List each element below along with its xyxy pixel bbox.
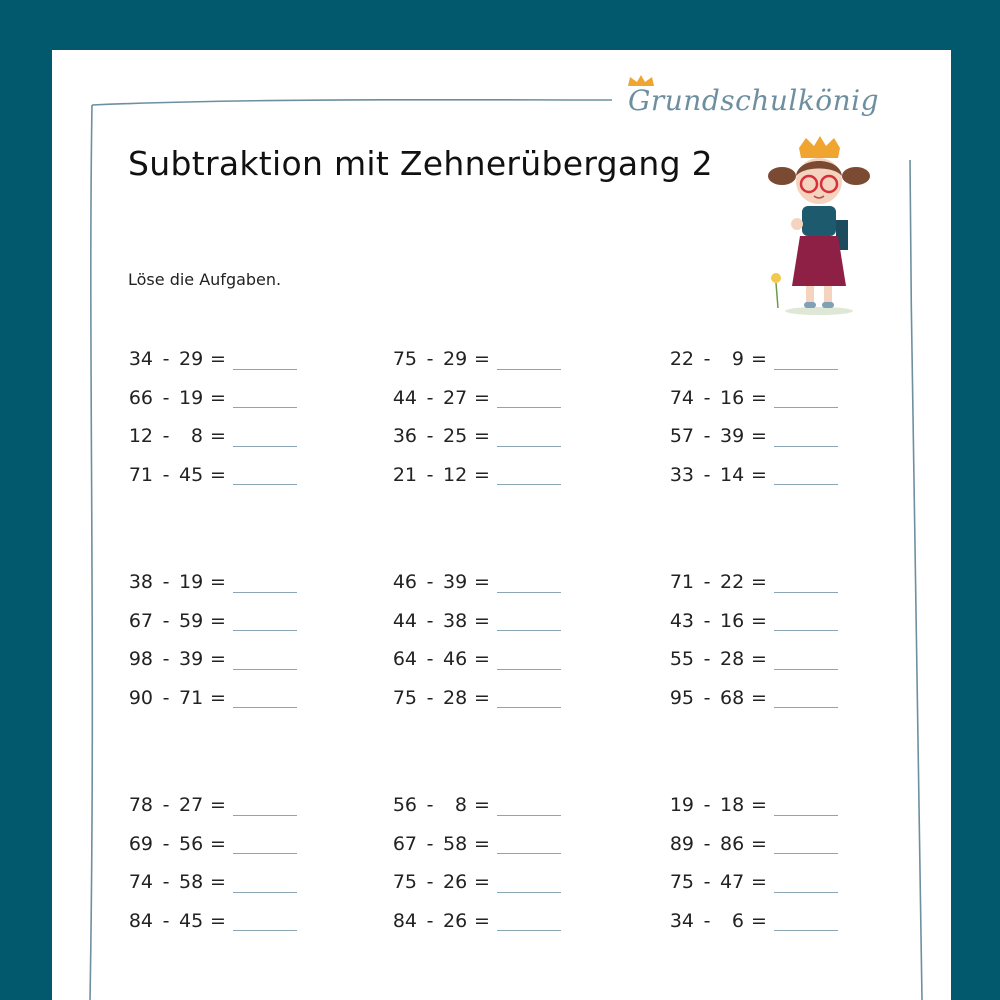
- equals-sign: =: [474, 425, 490, 447]
- minuend: 19: [669, 794, 694, 816]
- exercise-item: [669, 867, 838, 897]
- subtrahend: 46: [443, 648, 468, 670]
- minus-sign: -: [703, 648, 711, 670]
- minuend: 22: [669, 348, 694, 370]
- equals-sign: =: [751, 909, 767, 932]
- subtrahend: 58: [179, 871, 204, 893]
- minus-sign: -: [703, 832, 711, 855]
- minuend: 55: [669, 648, 694, 670]
- exercise-item: [128, 790, 297, 820]
- exercise-item: [128, 829, 297, 859]
- subtrahend: 25: [443, 425, 468, 447]
- exercise-item: [392, 460, 561, 490]
- exercise-item: [128, 460, 297, 490]
- minus-sign: -: [162, 686, 170, 709]
- minus-sign: -: [426, 909, 434, 932]
- subtrahend: 28: [720, 648, 745, 670]
- answer-line[interactable]: [774, 910, 838, 931]
- minuend: 44: [392, 386, 417, 409]
- minus-sign: -: [426, 648, 434, 670]
- exercise-item: [128, 606, 297, 636]
- minus-sign: -: [703, 386, 711, 409]
- minus-sign: -: [426, 463, 434, 486]
- subtrahend: 9: [731, 348, 744, 370]
- equals-sign: =: [751, 463, 767, 486]
- subtrahend: 18: [720, 794, 745, 816]
- equals-sign: =: [210, 686, 226, 709]
- minuend: 67: [128, 609, 153, 632]
- equals-sign: =: [751, 871, 767, 893]
- minus-sign: -: [703, 609, 711, 632]
- minus-sign: -: [426, 609, 434, 632]
- minus-sign: -: [703, 794, 711, 816]
- minus-sign: -: [703, 871, 711, 893]
- subtrahend: 26: [443, 909, 468, 932]
- exercise-item: [128, 567, 297, 597]
- minuend: 95: [669, 686, 694, 709]
- equals-sign: =: [210, 871, 226, 893]
- answer-line[interactable]: [497, 349, 561, 370]
- minuend: 64: [392, 648, 417, 670]
- minus-sign: -: [426, 386, 434, 409]
- exercise-item: [669, 606, 838, 636]
- instruction-text: Löse die Aufgaben.: [128, 270, 282, 289]
- page-title: Subtraktion mit Zehnerübergang 2: [128, 144, 713, 183]
- answer-line[interactable]: [233, 910, 297, 931]
- answer-line[interactable]: [774, 464, 838, 485]
- subtrahend: 8: [454, 794, 467, 816]
- answer-line[interactable]: [497, 464, 561, 485]
- answer-line[interactable]: [497, 687, 561, 708]
- minuend: 38: [128, 571, 153, 593]
- minus-sign: -: [162, 909, 170, 932]
- answer-line[interactable]: [233, 795, 297, 816]
- minuend: 84: [128, 909, 153, 932]
- equals-sign: =: [474, 794, 490, 816]
- minus-sign: -: [703, 571, 711, 593]
- minus-sign: -: [426, 348, 434, 370]
- minuend: 75: [669, 871, 694, 893]
- minuend: 74: [128, 871, 153, 893]
- subtrahend: 47: [720, 871, 745, 893]
- minuend: 36: [392, 425, 417, 447]
- exercise-item: [669, 460, 838, 490]
- minuend: 34: [669, 909, 694, 932]
- equals-sign: =: [751, 571, 767, 593]
- equals-sign: =: [210, 348, 226, 370]
- answer-line[interactable]: [774, 872, 838, 893]
- minuend: 57: [669, 425, 694, 447]
- exercise-item: [128, 344, 297, 374]
- equals-sign: =: [210, 794, 226, 816]
- equals-sign: =: [751, 686, 767, 709]
- equals-sign: =: [474, 609, 490, 632]
- equals-sign: =: [751, 609, 767, 632]
- equals-sign: =: [210, 386, 226, 409]
- answer-line[interactable]: [233, 349, 297, 370]
- minuend: 56: [392, 794, 417, 816]
- exercise-item: [392, 683, 561, 713]
- subtrahend: 39: [179, 648, 204, 670]
- minuend: 89: [669, 832, 694, 855]
- minus-sign: -: [426, 794, 434, 816]
- exercise-item: [392, 567, 561, 597]
- equals-sign: =: [474, 571, 490, 593]
- exercise-item: [669, 644, 838, 674]
- subtrahend: 86: [720, 832, 745, 855]
- equals-sign: =: [474, 686, 490, 709]
- subtrahend: 22: [720, 571, 745, 593]
- minus-sign: -: [703, 686, 711, 709]
- minuend: 12: [128, 425, 153, 447]
- equals-sign: =: [210, 909, 226, 932]
- minuend: 78: [128, 794, 153, 816]
- answer-line[interactable]: [774, 687, 838, 708]
- exercise-item: [392, 383, 561, 413]
- equals-sign: =: [210, 832, 226, 855]
- answer-line[interactable]: [233, 426, 297, 447]
- equals-sign: =: [474, 871, 490, 893]
- answer-line[interactable]: [774, 795, 838, 816]
- worksheet-page: [52, 50, 951, 1000]
- equals-sign: =: [210, 648, 226, 670]
- minuend: 34: [128, 348, 153, 370]
- minus-sign: -: [703, 348, 711, 370]
- subtrahend: 27: [443, 386, 468, 409]
- minus-sign: -: [703, 463, 711, 486]
- equals-sign: =: [474, 832, 490, 855]
- minus-sign: -: [703, 909, 711, 932]
- exercise-item: [392, 829, 561, 859]
- answer-line[interactable]: [497, 649, 561, 670]
- minuend: 75: [392, 348, 417, 370]
- exercise-item: [392, 344, 561, 374]
- answer-line[interactable]: [233, 833, 297, 854]
- answer-line[interactable]: [497, 910, 561, 931]
- answer-line[interactable]: [497, 833, 561, 854]
- exercise-item: [669, 906, 838, 936]
- subtrahend: 39: [443, 571, 468, 593]
- answer-line[interactable]: [497, 426, 561, 447]
- subtrahend: 16: [720, 386, 745, 409]
- subtrahend: 38: [443, 609, 468, 632]
- exercise-item: [669, 567, 838, 597]
- exercise-item: [669, 421, 838, 451]
- subtrahend: 59: [179, 609, 204, 632]
- subtrahend: 19: [179, 571, 204, 593]
- minuend: 75: [392, 871, 417, 893]
- minus-sign: -: [162, 794, 170, 816]
- exercise-item: [128, 383, 297, 413]
- answer-line[interactable]: [774, 610, 838, 631]
- subtrahend: 12: [443, 463, 468, 486]
- exercise-item: [128, 683, 297, 713]
- subtrahend: 6: [731, 909, 744, 932]
- exercise-item: [392, 644, 561, 674]
- equals-sign: =: [751, 348, 767, 370]
- exercise-item: [669, 683, 838, 713]
- exercise-item: [669, 829, 838, 859]
- minuend: 98: [128, 648, 153, 670]
- minus-sign: -: [426, 571, 434, 593]
- minuend: 71: [128, 463, 153, 486]
- subtrahend: 29: [179, 348, 204, 370]
- answer-line[interactable]: [774, 387, 838, 408]
- exercise-item: [128, 644, 297, 674]
- subtrahend: 71: [179, 686, 204, 709]
- minus-sign: -: [426, 871, 434, 893]
- minus-sign: -: [162, 832, 170, 855]
- equals-sign: =: [751, 648, 767, 670]
- minus-sign: -: [162, 425, 170, 447]
- exercise-item: [669, 344, 838, 374]
- answer-line[interactable]: [497, 872, 561, 893]
- answer-line[interactable]: [774, 572, 838, 593]
- answer-line[interactable]: [497, 572, 561, 593]
- equals-sign: =: [474, 463, 490, 486]
- answer-line[interactable]: [233, 464, 297, 485]
- answer-line[interactable]: [774, 426, 838, 447]
- minuend: 66: [128, 386, 153, 409]
- minus-sign: -: [426, 832, 434, 855]
- subtrahend: 45: [179, 463, 204, 486]
- equals-sign: =: [210, 571, 226, 593]
- subtrahend: 39: [720, 425, 745, 447]
- minuend: 84: [392, 909, 417, 932]
- subtrahend: 56: [179, 832, 204, 855]
- minus-sign: -: [162, 571, 170, 593]
- equals-sign: =: [210, 463, 226, 486]
- equals-sign: =: [474, 909, 490, 932]
- minuend: 46: [392, 571, 417, 593]
- exercise-item: [392, 606, 561, 636]
- minuend: 69: [128, 832, 153, 855]
- subtrahend: 45: [179, 909, 204, 932]
- exercise-item: [128, 867, 297, 897]
- minus-sign: -: [703, 425, 711, 447]
- minuend: 75: [392, 686, 417, 709]
- minus-sign: -: [162, 648, 170, 670]
- subtrahend: 28: [443, 686, 468, 709]
- exercise-item: [669, 790, 838, 820]
- equals-sign: =: [751, 425, 767, 447]
- minus-sign: -: [426, 686, 434, 709]
- answer-line[interactable]: [497, 610, 561, 631]
- minuend: 71: [669, 571, 694, 593]
- equals-sign: =: [751, 386, 767, 409]
- brand-logo-text: Grundschulkönig: [628, 84, 880, 117]
- minus-sign: -: [162, 609, 170, 632]
- answer-line[interactable]: [774, 833, 838, 854]
- answer-line[interactable]: [497, 795, 561, 816]
- equals-sign: =: [751, 794, 767, 816]
- subtrahend: 27: [179, 794, 204, 816]
- exercise-item: [392, 906, 561, 936]
- minus-sign: -: [426, 425, 434, 447]
- subtrahend: 14: [720, 463, 745, 486]
- equals-sign: =: [210, 609, 226, 632]
- minuend: 43: [669, 609, 694, 632]
- answer-line[interactable]: [774, 349, 838, 370]
- subtrahend: 8: [190, 425, 203, 447]
- subtrahend: 29: [443, 348, 468, 370]
- equals-sign: =: [474, 348, 490, 370]
- minuend: 90: [128, 686, 153, 709]
- exercise-item: [392, 421, 561, 451]
- exercise-item: [128, 906, 297, 936]
- girl-illustration: [764, 136, 874, 316]
- answer-line[interactable]: [233, 610, 297, 631]
- answer-line[interactable]: [233, 872, 297, 893]
- minuend: 74: [669, 386, 694, 409]
- exercise-item: [128, 421, 297, 451]
- answer-line[interactable]: [233, 387, 297, 408]
- minus-sign: -: [162, 386, 170, 409]
- subtrahend: 16: [720, 609, 745, 632]
- minuend: 21: [392, 463, 417, 486]
- exercise-item: [669, 383, 838, 413]
- answer-line[interactable]: [233, 572, 297, 593]
- minuend: 33: [669, 463, 694, 486]
- equals-sign: =: [751, 832, 767, 855]
- minus-sign: -: [162, 463, 170, 486]
- exercise-item: [392, 790, 561, 820]
- minuend: 44: [392, 609, 417, 632]
- equals-sign: =: [474, 648, 490, 670]
- subtrahend: 26: [443, 871, 468, 893]
- subtrahend: 19: [179, 386, 204, 409]
- answer-line[interactable]: [233, 687, 297, 708]
- subtrahend: 58: [443, 832, 468, 855]
- equals-sign: =: [210, 425, 226, 447]
- answer-line[interactable]: [233, 649, 297, 670]
- answer-line[interactable]: [774, 649, 838, 670]
- answer-line[interactable]: [497, 387, 561, 408]
- minus-sign: -: [162, 348, 170, 370]
- exercise-item: [392, 867, 561, 897]
- minuend: 67: [392, 832, 417, 855]
- minus-sign: -: [162, 871, 170, 893]
- equals-sign: =: [474, 386, 490, 409]
- subtrahend: 68: [720, 686, 745, 709]
